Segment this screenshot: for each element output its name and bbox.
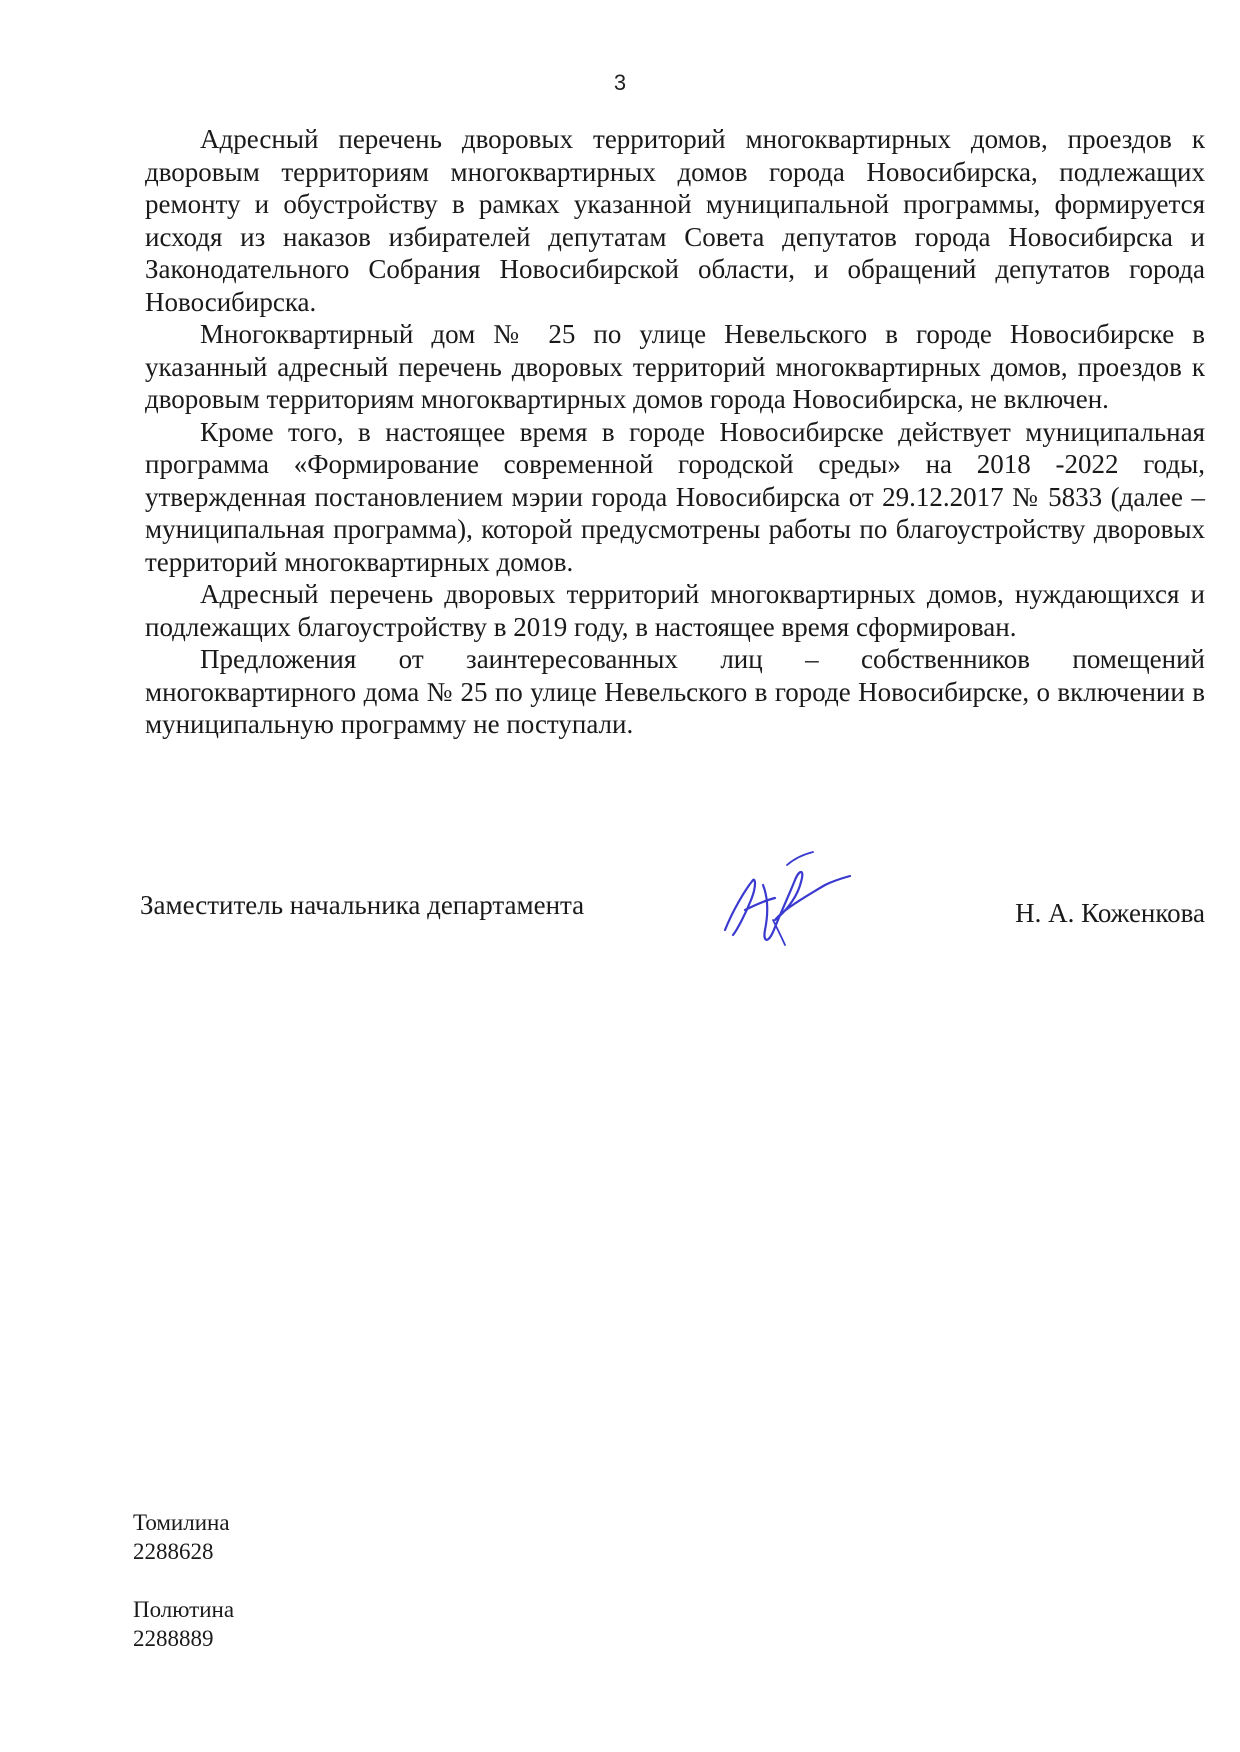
- signatory-position: Заместитель начальника департамента: [140, 890, 585, 920]
- paragraph-2019-list: Адресный перечень дворовых территорий многоквартирных домов, нуждающихся и подлежащих благоустройству в 2019 году, в настоящее время сформирован.: [145, 579, 1205, 642]
- contact-name: Полютина: [133, 1597, 235, 1622]
- handwritten-signature: [715, 850, 855, 960]
- paragraph-proposals: Предложения от заинтересованных лиц – собственников помещений многоквартирного дома № 25 по улице Невельского в городе Новосибирске, о включении в муниципальную программу не поступали.: [145, 644, 1205, 739]
- contacts: [133, 1508, 234, 1682]
- letter-body: [145, 123, 1205, 741]
- contact-item: [133, 1508, 234, 1566]
- contact-name: Томилина: [133, 1510, 230, 1535]
- contact-item: [133, 1595, 234, 1653]
- paragraph-municipal-program: Кроме того, в настоящее время в городе Новосибирске действует муниципальная программа «Формирование современной городской среды» на 2018 -2022 годы, утвержденная постановлением мэрии города Новосибирска от 29.12.2017 № 5833 (далее – муниципальная программа), которой предусмотрены работы по благоустройству дворовых территорий многоквартирных домов.: [145, 416, 1205, 577]
- signature-block: [140, 890, 1205, 950]
- paragraph-address-list: Адресный перечень дворовых территорий многоквартирных домов, проездов к дворовым территориям многоквартирных домов города Новосибирска, подлежащих ремонту и обустройству в рамках указанной муниципальной программы, формируется исходя из наказов избирателей депутатам Совета депутатов города Новосибирска и Законодательного Собрания Новосибирской области, и обращений депутатов города Новосибирска.: [145, 124, 1205, 317]
- contact-phone: 2288889: [133, 1626, 214, 1651]
- signature-stroke: [725, 872, 850, 940]
- paragraph-house-not-included: Многоквартирный дом № 25 по улице Невельского в городе Новосибирске в указанный адресный перечень дворовых территорий многоквартирных домов, проездов к дворовым территориям многоквартирных домов города Новосибирска, не включен.: [145, 319, 1205, 414]
- signatory-name: Н. А. Коженкова: [1015, 898, 1205, 928]
- page-number: 3: [613, 70, 627, 95]
- contact-phone: 2288628: [133, 1539, 214, 1564]
